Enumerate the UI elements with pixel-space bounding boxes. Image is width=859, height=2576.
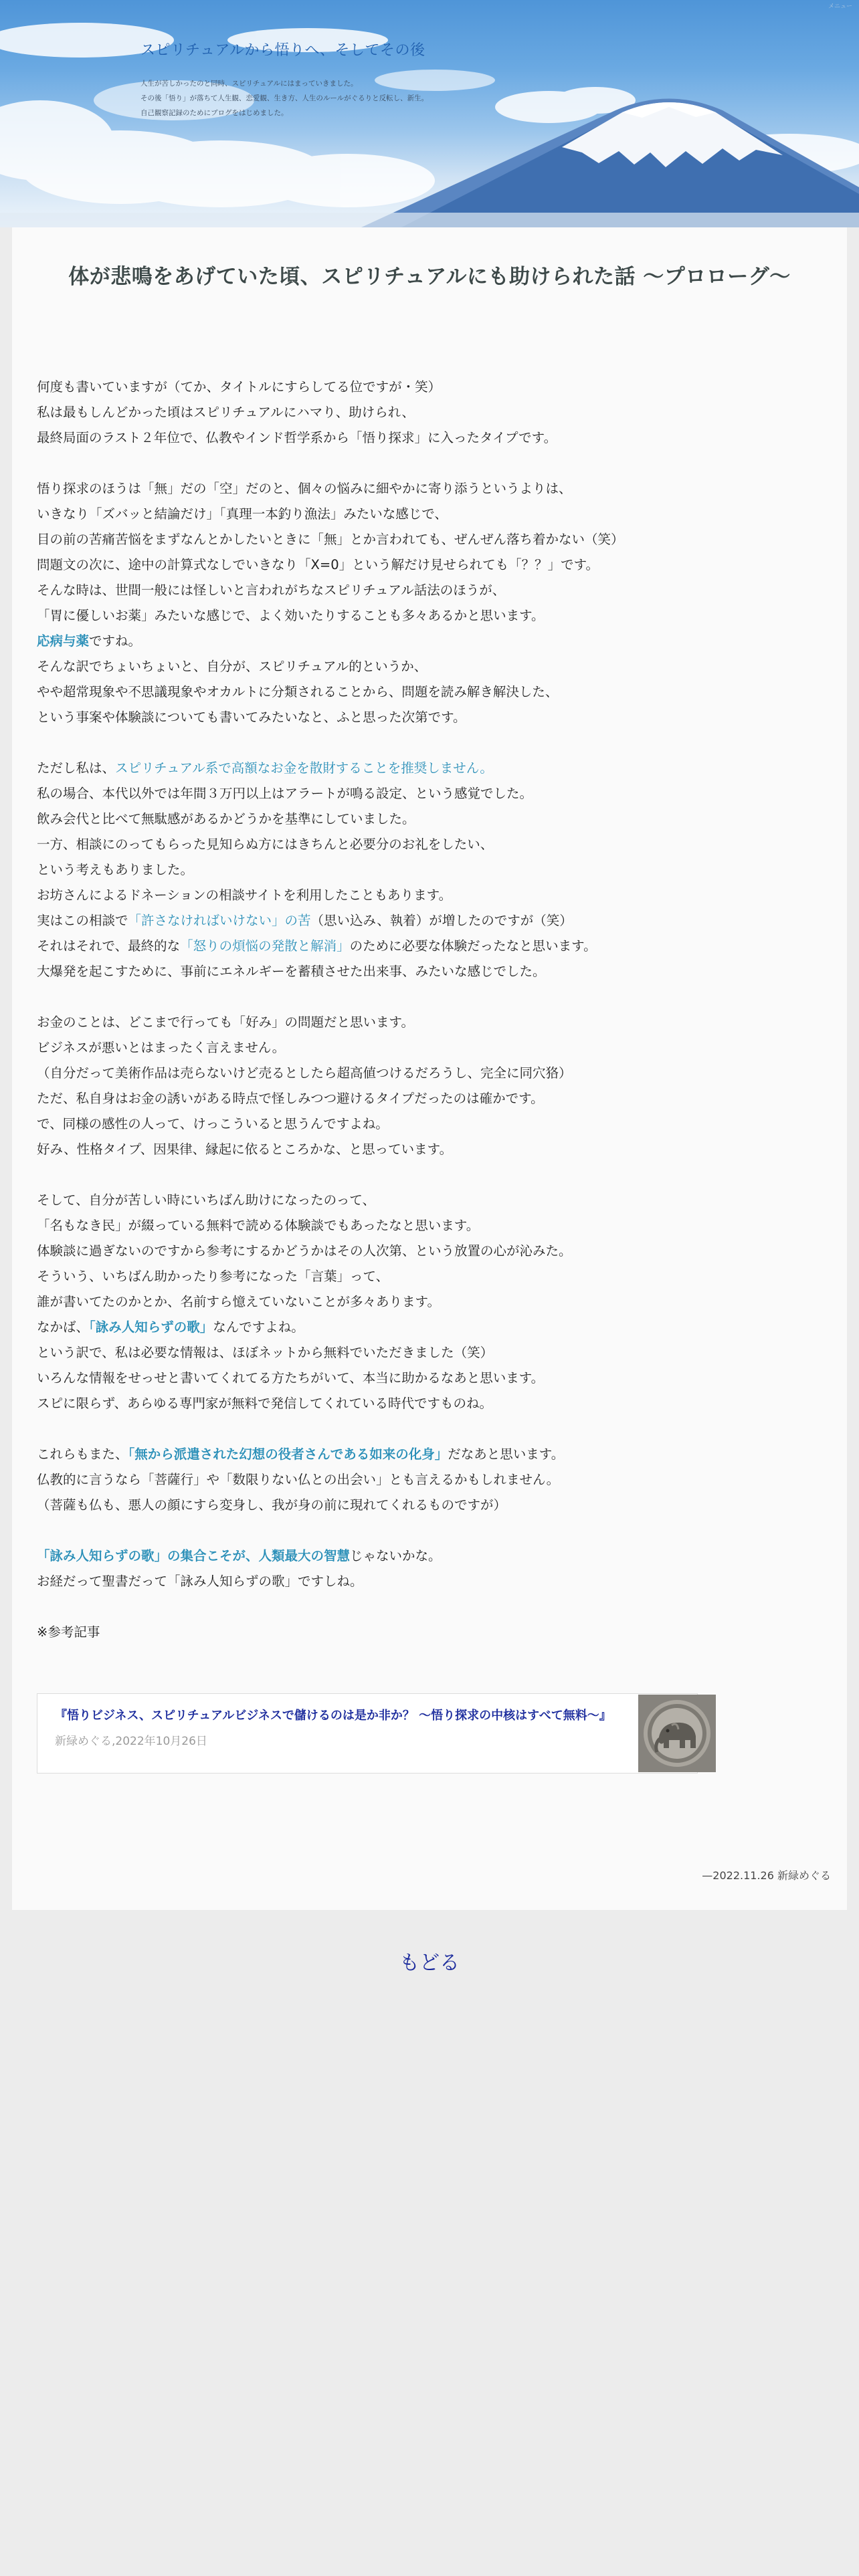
article-line bbox=[37, 832, 826, 857]
highlighted-text: 「無から派遣された幻想の役者さんである如来の化身」 bbox=[128, 1446, 448, 1462]
article-line bbox=[37, 1061, 826, 1086]
article-line bbox=[37, 959, 826, 984]
article-line bbox=[37, 476, 826, 502]
body-text: 体験談に過ぎないのですから参考にするかどうかはその人次第、という放置の心が沁みた。 bbox=[37, 1243, 572, 1259]
body-text: 好み、性格タイプ、因果律、縁起に依るところかな、と思っています。 bbox=[37, 1142, 453, 1157]
body-text: ビジネスが悪いとはまったく言えません。 bbox=[37, 1040, 286, 1055]
highlighted-text: 「怒りの煩悩の発散と解消」 bbox=[180, 938, 350, 954]
body-text: （自分だって美術作品は売らないけど売るとしたら超高値つけるだろうし、完全に同穴狢） bbox=[37, 1065, 572, 1081]
article-line bbox=[37, 1467, 826, 1493]
article-line bbox=[37, 1188, 826, 1213]
highlighted-text: スピリチュアル系で高額なお金を散財することを推奨しません。 bbox=[115, 760, 493, 776]
body-text: ただ、私自身はお金の誘いがある時点で怪しみつつ避けるタイプだったのは確かです。 bbox=[37, 1091, 544, 1106]
article-line bbox=[37, 400, 826, 425]
body-text: そういう、いちばん助かったり参考になった「言葉」って、 bbox=[37, 1269, 389, 1284]
body-text: これらもまた、 bbox=[37, 1446, 128, 1462]
body-text: なかば、 bbox=[37, 1319, 90, 1335]
body-text: （思い込み、執着）が増したのですが（笑） bbox=[310, 913, 573, 928]
article-line bbox=[37, 1213, 826, 1239]
back-link[interactable]: もどる bbox=[399, 1951, 460, 1975]
body-text: ですね。 bbox=[89, 633, 142, 649]
article-line bbox=[37, 1239, 826, 1264]
body-text: やや超常現象や不思議現象やオカルトに分類されることから、問題を読み解き解決した、 bbox=[37, 684, 559, 700]
article-line bbox=[37, 807, 826, 832]
article-line bbox=[37, 654, 826, 679]
article-line bbox=[37, 1543, 826, 1569]
body-text: 一方、相談にのってもらった見知らぬ方にはきちんと必要分のお礼をしたい、 bbox=[37, 837, 494, 852]
mount-fuji-background-image bbox=[0, 0, 859, 227]
article-line bbox=[37, 374, 826, 400]
body-text: という事案や体験談についても書いてみたいなと、ふと思った次第です。 bbox=[37, 710, 466, 725]
body-text: 問題文の次に、途中の計算式なしでいきなり「X=0」という解だけ見せられても「？？」です。 bbox=[37, 557, 599, 572]
reference-article-title-link[interactable]: 『悟りビジネス、スピリチュアルビジネスで儲けるのは是か非か？ 〜悟り探求の中核はすべて無料〜』 bbox=[55, 1709, 611, 1723]
article-line bbox=[37, 578, 826, 603]
reference-article-card[interactable] bbox=[37, 1693, 698, 1774]
highlighted-text: 「詠み人知らずの歌」の集合こそが、人類最大の智慧 bbox=[37, 1548, 351, 1564]
article-line bbox=[37, 1391, 826, 1416]
body-text: お坊さんによるドネーションの相談サイトを利用したこともあります。 bbox=[37, 887, 452, 903]
site-description-line: 自己観察記録のためにブログをはじめました。 bbox=[140, 109, 288, 117]
body-text: 「胃に優しいお薬」みたいな感じで、よく効いたりすることも多々あるかと思います。 bbox=[37, 608, 545, 623]
site-description bbox=[140, 76, 428, 120]
highlighted-text: 応病与薬 bbox=[37, 633, 90, 649]
body-text: スピに限らず、あらゆる専門家が無料で発信してくれている時代ですものね。 bbox=[37, 1396, 492, 1411]
body-text: いろんな情報をせっせと書いてくれてる方たちがいて、本当に助かるなあと思います。 bbox=[37, 1370, 545, 1386]
article-line bbox=[37, 756, 826, 781]
menu-toggle[interactable]: メニュー bbox=[828, 3, 852, 10]
article-line bbox=[37, 603, 826, 629]
article-line bbox=[37, 629, 826, 654]
article-paragraph bbox=[37, 756, 826, 984]
article-line bbox=[37, 527, 826, 552]
body-text: 私の場合、本代以外では年間３万円以上はアラートが鳴る設定、という感覚でした。 bbox=[37, 786, 533, 801]
article-line bbox=[37, 883, 826, 908]
article-line bbox=[37, 552, 826, 578]
article-line bbox=[37, 1569, 826, 1594]
article-line bbox=[37, 1086, 826, 1111]
article-line bbox=[37, 934, 826, 959]
body-text: そして、自分が苦しい時にいちばん助けになったのって、 bbox=[37, 1192, 376, 1208]
article-paragraph bbox=[37, 1543, 826, 1594]
highlighted-text: 「詠み人知らずの歌」 bbox=[89, 1319, 213, 1335]
article-paragraph bbox=[37, 374, 826, 451]
article-line bbox=[37, 781, 826, 807]
article-line bbox=[37, 1111, 826, 1137]
article-signature: —2022.11.26 新緑めぐる bbox=[702, 1869, 831, 1882]
body-text: なんですよね。 bbox=[213, 1319, 304, 1335]
body-text: 「名もなき民」が綴っている無料で読める体験談でもあったなと思います。 bbox=[37, 1218, 480, 1233]
body-text: 実はこの相談で bbox=[37, 913, 128, 928]
body-text: 大爆発を起こすために、事前にエネルギーを蓄積させた出来事、みたいな感じでした。 bbox=[37, 964, 546, 979]
article-paragraph bbox=[37, 1010, 826, 1162]
body-text: ただし私は、 bbox=[37, 760, 116, 776]
highlighted-text: 「許さなければいけない」の苦 bbox=[128, 913, 311, 928]
header-banner bbox=[0, 0, 859, 227]
elephant-relief-icon[interactable] bbox=[638, 1695, 716, 1772]
article-line bbox=[37, 1010, 826, 1035]
body-text: のために必要な体験だったなと思います。 bbox=[349, 938, 597, 954]
article-line bbox=[37, 1137, 826, 1162]
article-paragraph bbox=[37, 1442, 826, 1518]
body-text: という訳で、私は必要な情報は、ほぼネットから無料でいただきました（笑） bbox=[37, 1345, 494, 1360]
body-text: 仏教的に言うなら「菩薩行」や「数限りない仏との出会い」とも言えるかもしれません。 bbox=[37, 1472, 560, 1487]
article-line bbox=[37, 502, 826, 527]
article-line bbox=[37, 425, 826, 451]
article-line bbox=[37, 705, 826, 730]
body-text: お金のことは、どこまで行っても「好み」の問題だと思います。 bbox=[37, 1014, 414, 1030]
body-text: 最終局面のラスト２年位で、仏教やインド哲学系から「悟り探求」に入ったタイプです。 bbox=[37, 430, 557, 445]
article-line bbox=[37, 1035, 826, 1061]
article-line bbox=[37, 1289, 826, 1315]
article-paragraph bbox=[37, 1188, 826, 1416]
body-text: じゃないかな。 bbox=[350, 1548, 442, 1564]
body-text: 誰が書いてたのかとか、名前すら憶えていないことが多々あります。 bbox=[37, 1294, 440, 1309]
article-line bbox=[37, 1366, 826, 1391]
body-text: で、同様の感性の人って、けっこういると思うんですよね。 bbox=[37, 1116, 389, 1132]
article-line bbox=[37, 857, 826, 883]
article-body bbox=[37, 374, 826, 1671]
body-text: それはそれで、最終的な bbox=[37, 938, 181, 954]
body-text: という考えもありました。 bbox=[37, 862, 194, 877]
site-title-link[interactable]: スピリチュアルから悟りへ、そしてその後 bbox=[140, 42, 425, 59]
article-paragraph bbox=[37, 476, 826, 730]
body-text: だなあと思います。 bbox=[448, 1446, 565, 1462]
article-line bbox=[37, 908, 826, 934]
article-line bbox=[37, 679, 826, 705]
article-line bbox=[37, 1264, 826, 1289]
reference-label: ※参考記事 bbox=[37, 1624, 100, 1640]
article-line bbox=[37, 1315, 826, 1340]
body-text: そんな訳でちょいちょいと、自分が、スピリチュアル的というか、 bbox=[37, 659, 427, 674]
site-description-line: 人生が苦しかったのと同時、スピリチュアルにはまっていきました。 bbox=[140, 80, 358, 88]
article-line bbox=[37, 1340, 826, 1366]
body-text: （菩薩も仏も、悪人の顔にすら変身し、我が身の前に現れてくれるものですが） bbox=[37, 1497, 507, 1513]
site-description-line: その後「悟り」が落ちて人生観、恋愛観、生き方、人生のルールがぐるりと反転し、新生。 bbox=[140, 94, 429, 102]
body-text: 飲み会代と比べて無駄感があるかどうかを基準にしていました。 bbox=[37, 811, 415, 827]
article-line bbox=[37, 1442, 826, 1467]
body-text: 悟り探求のほうは「無」だの「空」だのと、個々の悩みに細やかに寄り添うというよりは、 bbox=[37, 481, 572, 496]
body-text: お経だって聖書だって「詠み人知らずの歌」ですしね。 bbox=[37, 1574, 363, 1589]
body-text: 目の前の苦痛苦悩をまずなんとかしたいときに「無」とか言われても、ぜんぜん落ち着かない（笑） bbox=[37, 532, 624, 547]
article-line bbox=[37, 1493, 826, 1518]
body-text: 何度も書いていますが（てか、タイトルにすらしてる位ですが・笑） bbox=[37, 379, 442, 395]
body-text: そんな時は、世間一般には怪しいと言われがちなスピリチュアル話法のほうが、 bbox=[37, 582, 506, 598]
article-title: 体が悲鳴をあげていた頃、スピリチュアルにも助けられた話 〜プロローグ〜 bbox=[68, 265, 791, 289]
reference-article-meta: 新緑めぐる,2022年10月26日 bbox=[55, 1735, 207, 1748]
body-text: 私は最もしんどかった頃はスピリチュアルにハマり、助けられ、 bbox=[37, 405, 415, 420]
body-text: いきなり「ズバッと結論だけ」「真理一本釣り漁法」みたいな感じで、 bbox=[37, 506, 448, 522]
article-card bbox=[12, 227, 847, 1910]
